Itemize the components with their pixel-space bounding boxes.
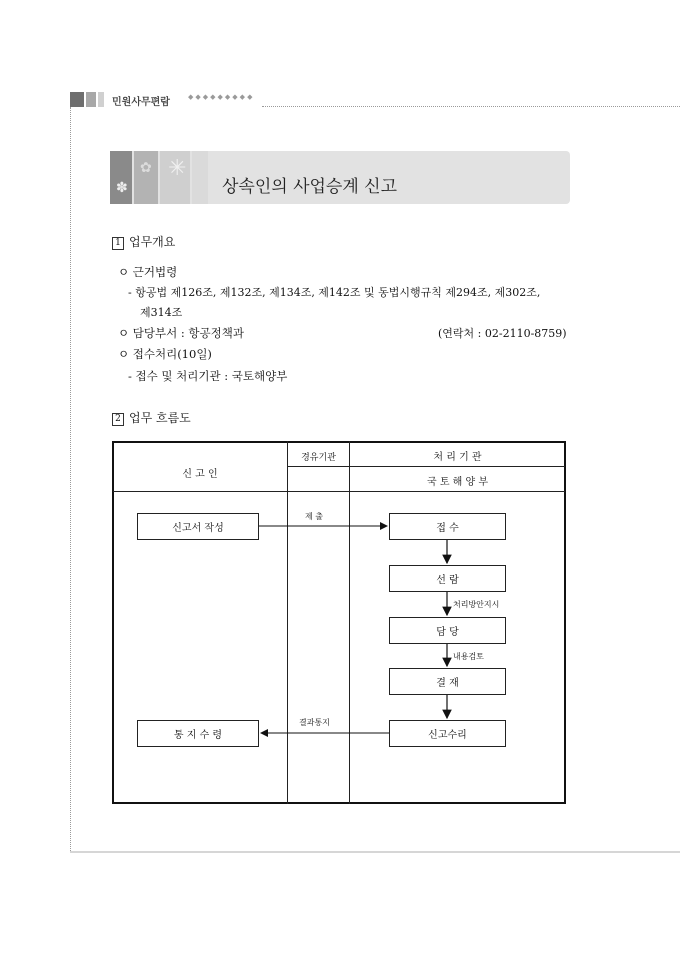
basis-line: - 항공법 제126조, 제132조, 제134조, 제142조 및 동법시행규칙 제294조, 제302조, — [128, 286, 541, 299]
flower-icon: ✽ — [116, 180, 128, 196]
col-processing: 처 리 기 관 — [433, 452, 482, 463]
section-heading-overview: 1 업무개요 — [112, 233, 175, 250]
page-title: 상속인의 사업승계 신고 — [222, 177, 398, 197]
content-review-label: 내용검토 — [453, 652, 484, 661]
submit-label: 제 출 — [305, 512, 323, 521]
col-applicant: 신 고 인 — [182, 469, 218, 480]
header-dots: ◆◆◆◆◆◆◆◆◆ — [188, 93, 255, 101]
processing-period: ㅇ 접수처리(10일) — [118, 347, 212, 361]
receive-box: 접 수 — [389, 513, 506, 540]
flower-icon: ✿ — [140, 160, 152, 176]
directive-label: 처리방안지시 — [453, 600, 500, 609]
col-via: 경유기관 — [301, 453, 336, 463]
accept-box: 신고수리 — [389, 720, 506, 747]
section-heading-flow: 2 업무 흐름도 — [112, 409, 191, 426]
notify-result-label: 결과통지 — [299, 718, 330, 727]
processing-agency: - 접수 및 처리기관 : 국토해양부 — [128, 369, 288, 383]
flower-icon: ✳ — [168, 156, 187, 181]
basis-label: ㅇ 근거법령 — [118, 265, 178, 279]
contact: (연락처 : 02-2110-8759) — [438, 327, 567, 340]
basis-line: 제314조 — [140, 306, 183, 319]
in-charge-box: 담 당 — [389, 617, 506, 644]
book-title: 민원사무편람 — [112, 97, 170, 108]
receive-notice-box: 통 지 수 령 — [137, 720, 259, 747]
approval-box: 결 재 — [389, 668, 506, 695]
ministry: 국 토 해 양 부 — [426, 477, 488, 488]
department: ㅇ 담당부서 : 항공정책과 — [118, 326, 244, 340]
review-box: 선 람 — [389, 565, 506, 592]
write-form-box: 신고서 작성 — [137, 513, 259, 540]
